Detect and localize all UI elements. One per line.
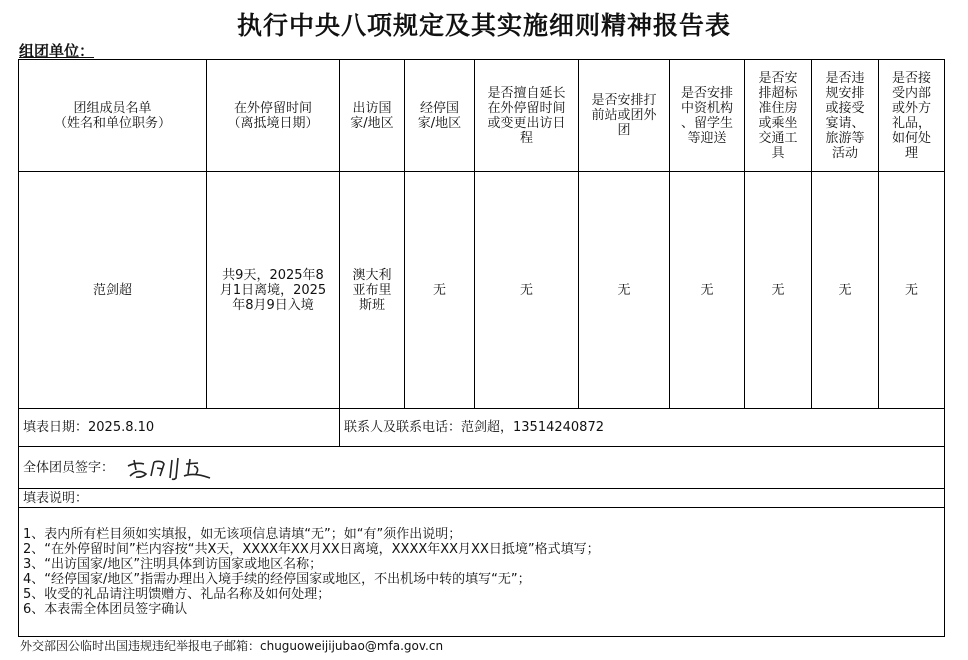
notes-label: 填表说明： (19, 489, 945, 508)
note-line: 2、“在外停留时间”栏内容按“共X天，XXXX年XX月XX日离境，XXXX年XX月XX日抵境”格式填写； (23, 542, 600, 557)
data-cell: 无 (812, 172, 879, 409)
data-cell: 范剑超 (19, 172, 207, 409)
report-title: 执行中央八项规定及其实施细则精神报告表 (236, 11, 731, 40)
note-line: 3、“出访国家/地区”注明具体到访国家或地区名称； (23, 557, 323, 572)
data-cell: 无 (405, 172, 475, 409)
header-row (19, 60, 945, 172)
fill-date: 填表日期：2025.8.10 (19, 409, 340, 447)
header-cell: 是否安 排超标 准住房 或乘坐 交通工 具 (745, 60, 812, 172)
data-cell: 无 (879, 172, 945, 409)
data-cell: 无 (745, 172, 812, 409)
report-table (18, 59, 945, 637)
note-line: 1、表内所有栏目须如实填报，如无该项信息请填“无”；如“有”须作出说明； (23, 527, 462, 542)
header-cell: 出访国 家/地区 (340, 60, 405, 172)
note-line: 6、本表需全体团员签字确认 (23, 602, 188, 617)
header-cell: 是否接 受内部 或外方 礼品， 如何处 理 (879, 60, 945, 172)
notes-cell (19, 508, 945, 637)
handwritten-signature (124, 454, 216, 482)
header-cell: 团组成员名单 （姓名和单位职务） (19, 60, 207, 172)
signature-label: 全体团员签字： (23, 460, 115, 475)
data-cell: 共9天，2025年8 月1日离境，2025 年8月9日入境 (207, 172, 340, 409)
report-email-footer: 外交部因公临时出国违规违纪举报电子邮箱：chuguoweijijubao@mfa.gov.cn (20, 639, 444, 653)
note-line: 4、“经停国家/地区”指需办理出入境手续的经停国家或地区，不出机场中转的填写“无”； (23, 572, 531, 587)
signature-row (19, 447, 945, 489)
data-cell: 无 (670, 172, 745, 409)
data-cell: 无 (579, 172, 670, 409)
header-cell: 在外停留时间 （离抵境日期） (207, 60, 340, 172)
header-cell: 是否安排打 前站或团外 团 (579, 60, 670, 172)
note-line: 5、收受的礼品请注明馈赠方、礼品名称及如何处理； (23, 587, 331, 602)
header-cell: 是否违 规安排 或接受 宴请、 旅游等 活动 (812, 60, 879, 172)
header-cell: 是否擅自延长 在外停留时间 或变更出访日 程 (475, 60, 579, 172)
header-cell: 是否安排 中资机构 、留学生 等迎送 (670, 60, 745, 172)
header-cell: 经停国 家/地区 (405, 60, 475, 172)
member-row (19, 172, 945, 409)
delegation-unit-label: 组团单位： (19, 42, 95, 60)
data-cell: 澳大利 亚布里 斯班 (340, 172, 405, 409)
data-cell: 无 (475, 172, 579, 409)
contact-info: 联系人及联系电话：范剑超，13514240872 (340, 409, 945, 447)
